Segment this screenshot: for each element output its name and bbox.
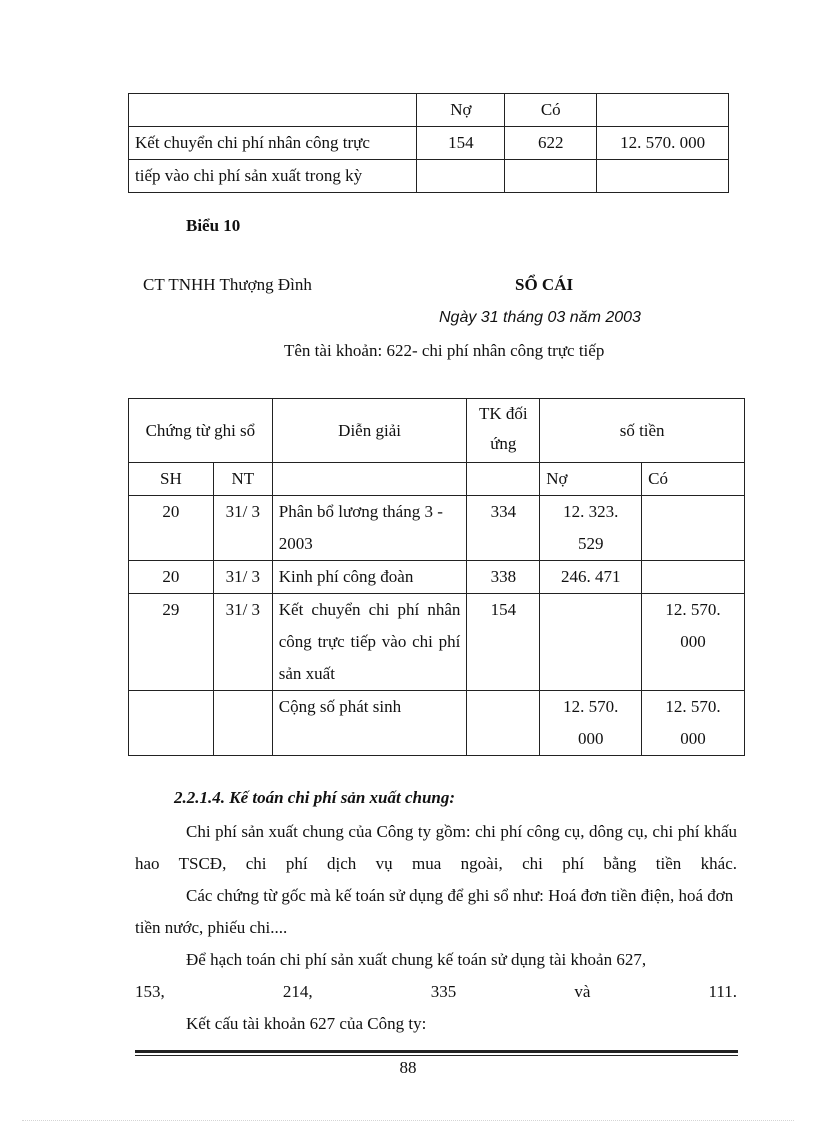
table-cell — [213, 691, 272, 756]
table-row — [129, 160, 729, 193]
table-cell — [129, 94, 417, 127]
section-heading: 2.2.1.4. Kế toán chi phí sản xuất chung: — [174, 788, 456, 807]
table-cell: 31/ 3 — [213, 594, 272, 691]
table-cell — [417, 160, 505, 193]
header-co: Có — [642, 463, 745, 496]
table-cell — [467, 691, 540, 756]
ledger-table — [128, 398, 745, 756]
header-so-tien: số tiền — [540, 399, 745, 463]
header-sh: SH — [129, 463, 214, 496]
paragraph-3-line-2 — [135, 976, 737, 1008]
table-cell: Cộng số phát sinh — [272, 691, 467, 756]
table-cell — [642, 561, 745, 594]
table-cell: 12. 570. 000 — [642, 691, 745, 756]
table-cell: 29 — [129, 594, 214, 691]
ledger-title: SỔ CÁI — [515, 275, 574, 294]
table-cell: 31/ 3 — [213, 561, 272, 594]
header-dien-giai: Diễn giải — [272, 399, 467, 463]
table-cell — [505, 160, 597, 193]
header-chung-tu: Chứng từ ghi sổ — [129, 399, 273, 463]
table-cell: 622 — [505, 127, 597, 160]
table-row — [129, 496, 745, 561]
conjunction: và — [574, 982, 591, 1001]
table-cell: 246. 471 — [540, 561, 642, 594]
table-cell: 31/ 3 — [213, 496, 272, 561]
table-cell: 154 — [467, 594, 540, 691]
paragraph-1: Chi phí sản xuất chung của Công ty gồm: chi phí công cụ, dông cụ, chi phí khấu hao TSCĐ, chi phí dịch vụ mua ngoài, chi phí bằng tiền khác. — [135, 822, 737, 873]
carryover-table — [128, 93, 729, 193]
account-335: 335 — [430, 982, 457, 1001]
table-cell: 20 — [129, 496, 214, 561]
footer-rule — [135, 1050, 738, 1053]
table-row — [129, 463, 745, 496]
table-row — [129, 561, 745, 594]
bieu-label: Biểu 10 — [186, 216, 241, 235]
paragraph-2: Các chứng từ gốc mà kế toán sử dụng để ghi sổ như: Hoá đơn tiền điện, hoá đơn tiền nước, phiếu chi.... — [135, 886, 734, 937]
ledger-date: Ngày 31 tháng 03 năm 2003 — [439, 309, 641, 326]
paragraph-4: Kết cấu tài khoản 627 của Công ty: — [186, 1014, 427, 1033]
company-name: CT TNHH Thượng Đình — [143, 275, 312, 294]
account-name: Tên tài khoản: 622- chi phí nhân công trực tiếp — [284, 341, 605, 360]
table-cell: 334 — [467, 496, 540, 561]
account-111: 111. — [708, 982, 737, 1001]
table-cell: 20 — [129, 561, 214, 594]
table-row — [129, 691, 745, 756]
table-cell: 12. 323. 529 — [540, 496, 642, 561]
table-cell: 12. 570. 000 — [597, 127, 729, 160]
table-cell — [467, 463, 540, 496]
table-cell: tiếp vào chi phí sản xuất trong kỳ — [129, 160, 417, 193]
table-cell: Có — [505, 94, 597, 127]
table-cell — [597, 160, 729, 193]
table-cell — [129, 691, 214, 756]
table-cell — [540, 594, 642, 691]
table-row — [129, 399, 745, 463]
account-153: 153, — [135, 982, 165, 1001]
header-tk-doi-ung: TK đối ứng — [467, 399, 540, 463]
table-cell: Kinh phí công đoàn — [272, 561, 467, 594]
table-cell: Kết chuyển chi phí nhân công trực — [129, 127, 417, 160]
table-cell — [272, 463, 467, 496]
table-cell: 12. 570. 000 — [642, 594, 745, 691]
page-number: 88 — [399, 1058, 417, 1077]
table-row — [129, 94, 729, 127]
table-cell — [642, 496, 745, 561]
table-cell: Nợ — [417, 94, 505, 127]
footer-rule-thin — [135, 1055, 738, 1056]
paragraph-3-line-1: Để hạch toán chi phí sản xuất chung kế toán sử dụng tài khoản 627, — [186, 950, 647, 969]
table-row — [129, 594, 745, 691]
header-nt: NT — [213, 463, 272, 496]
table-cell: Phân bổ lương tháng 3 - 2003 — [272, 496, 467, 561]
table-cell — [597, 94, 729, 127]
page-edge — [22, 1120, 794, 1121]
account-214: 214, — [282, 982, 313, 1001]
table-cell: 12. 570. 000 — [540, 691, 642, 756]
table-cell: 154 — [417, 127, 505, 160]
table-row — [129, 127, 729, 160]
table-cell: 338 — [467, 561, 540, 594]
header-no: Nợ — [540, 463, 642, 496]
table-cell: Kết chuyển chi phí nhân công trực tiếp vào chi phí sản xuất — [272, 594, 467, 691]
